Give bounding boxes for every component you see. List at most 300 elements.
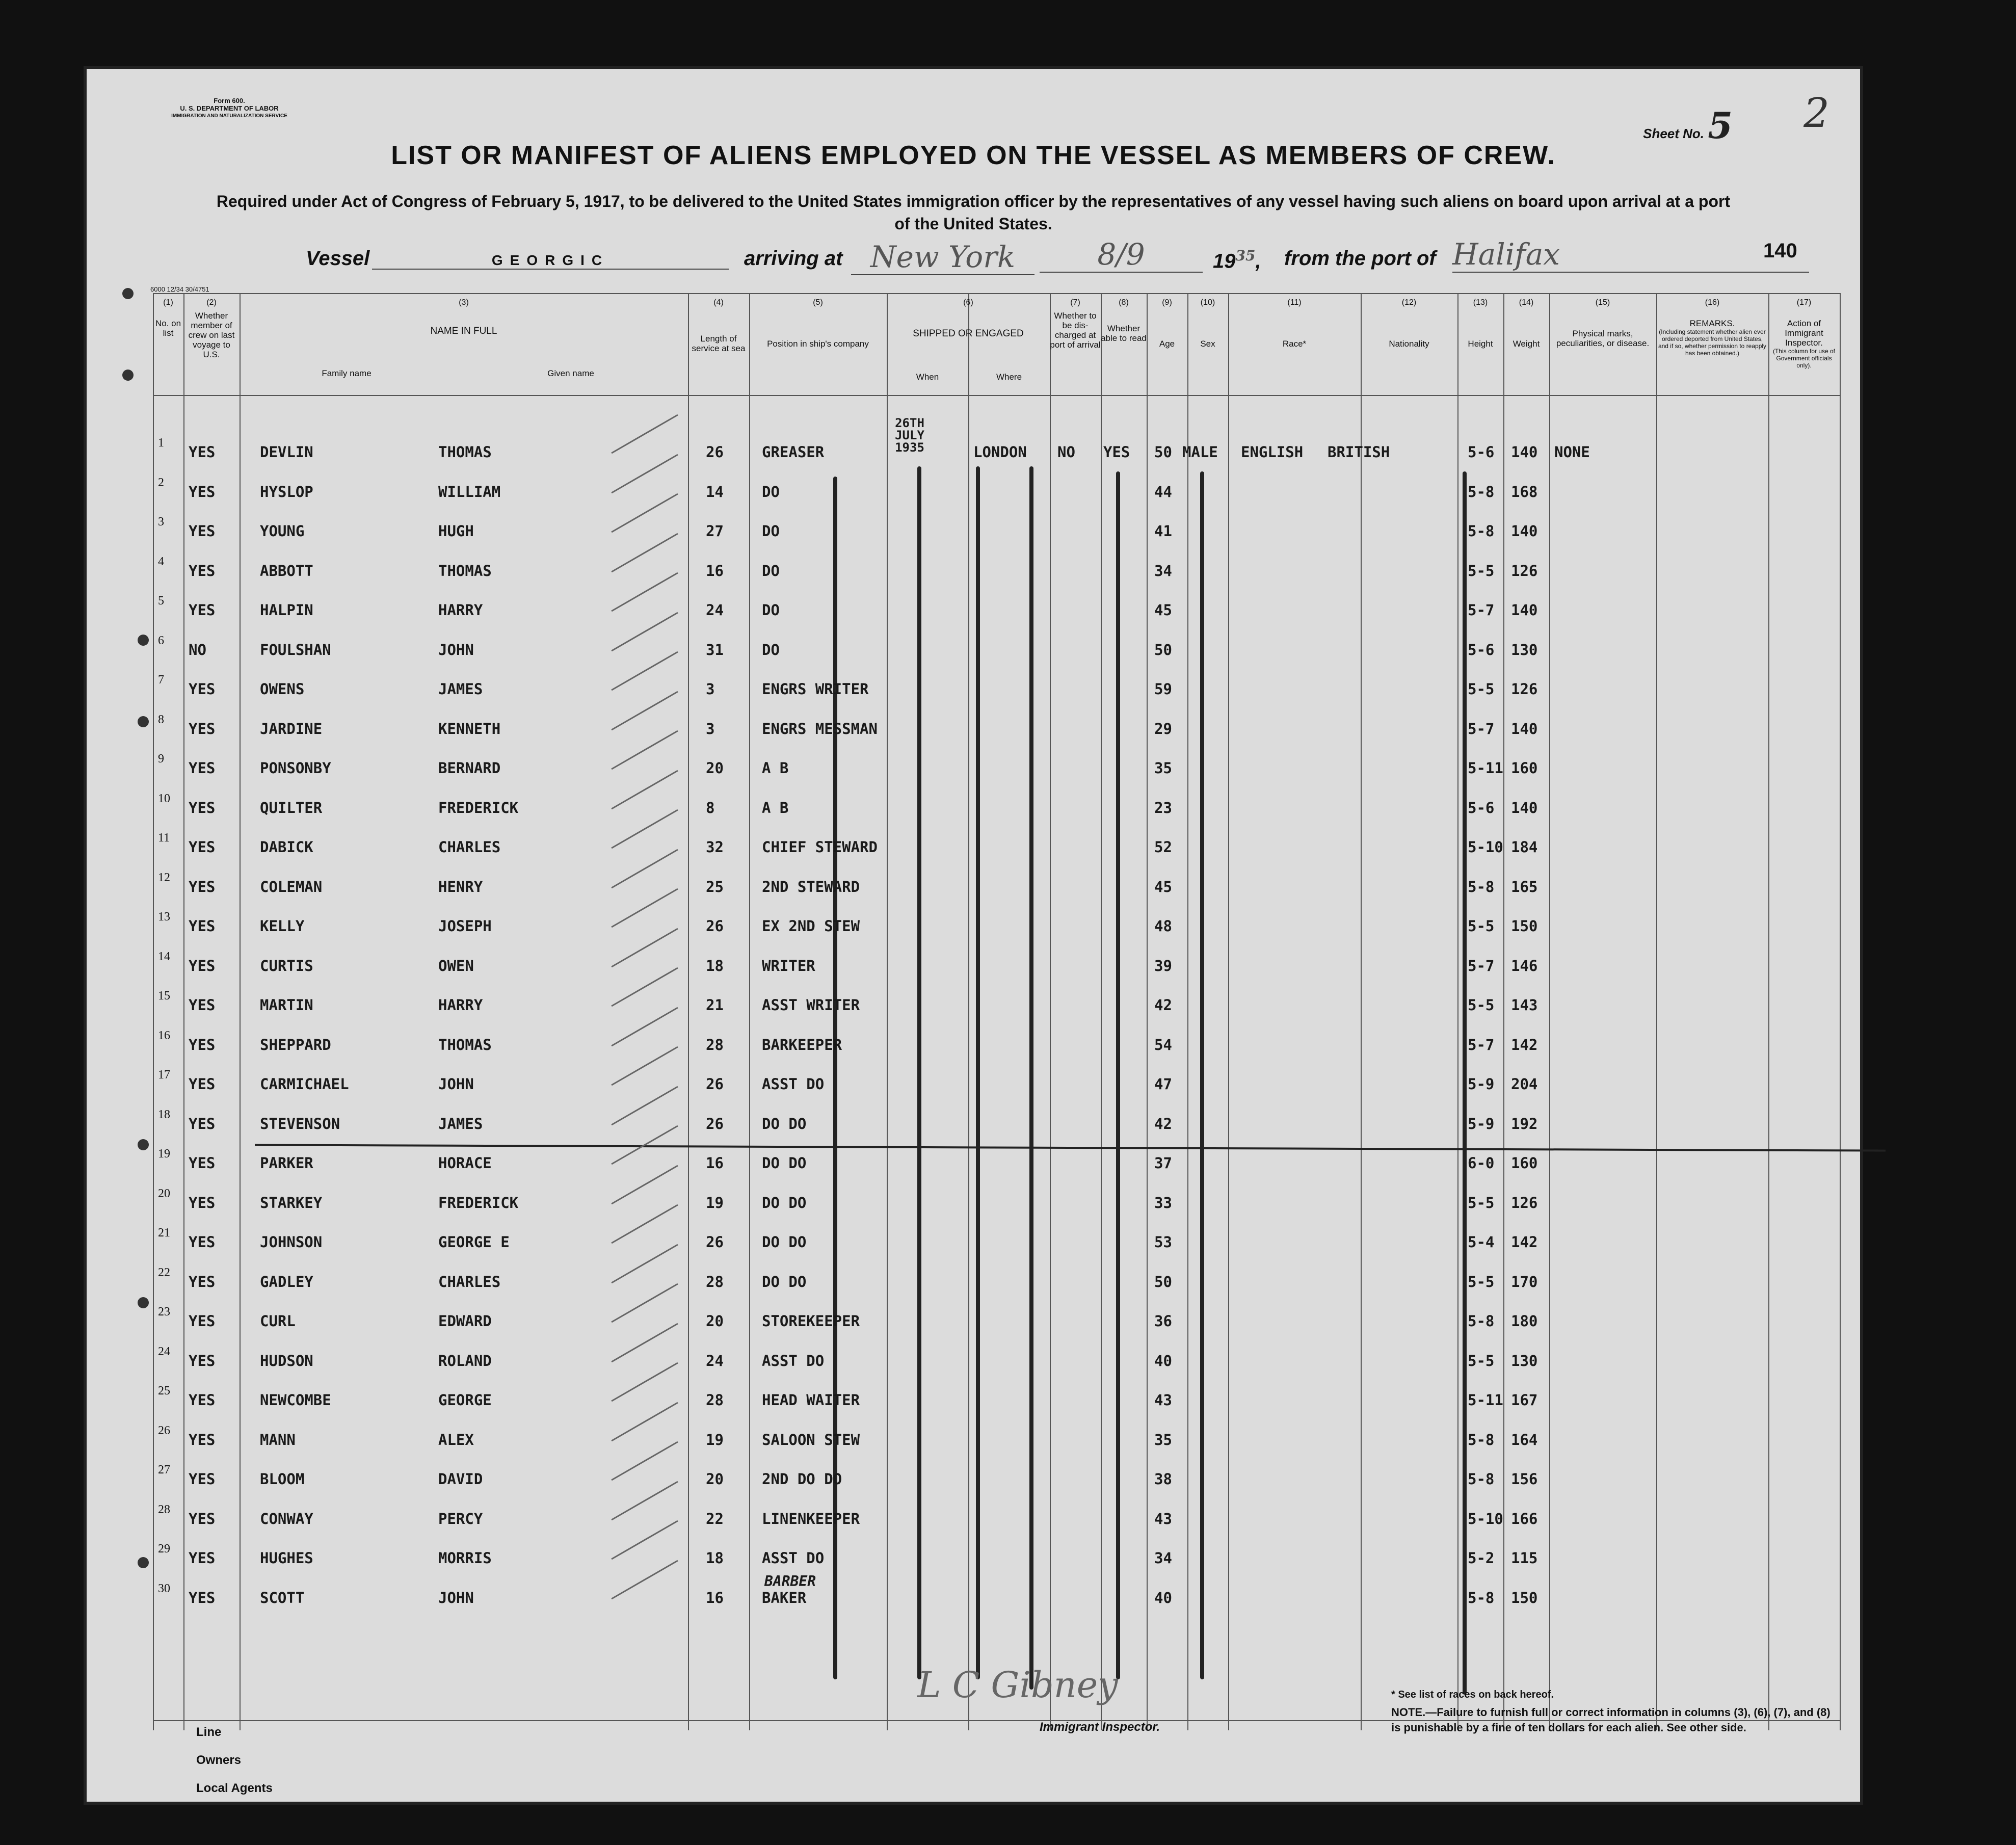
cell-weight: 142 — [1511, 1036, 1538, 1053]
check-mark — [611, 572, 678, 612]
column-rule — [1840, 293, 1841, 1730]
binder-hole — [122, 370, 134, 381]
cell-position: DO — [762, 522, 780, 540]
row-number: 12 — [158, 871, 170, 884]
row-number: 25 — [158, 1384, 170, 1398]
check-mark — [611, 533, 678, 572]
cell-service: 20 — [706, 1312, 724, 1330]
cell-age: 35 — [1154, 1431, 1172, 1448]
cell-height: 5-5 — [1468, 562, 1495, 579]
cell-last: YES — [189, 1391, 216, 1409]
line-label: Line — [196, 1725, 222, 1739]
inspector-signature: L C Gibney — [917, 1664, 1118, 1706]
cell-height: 5-11 — [1468, 1391, 1503, 1409]
cell-given: EDWARD — [438, 1312, 492, 1330]
cell-service: 26 — [706, 1075, 724, 1093]
check-mark — [611, 730, 678, 770]
cell-position: 2ND STEWARD — [762, 878, 860, 895]
row-number: 29 — [158, 1542, 170, 1556]
cell-last: YES — [189, 522, 216, 540]
cell-given: KENNETH — [438, 720, 501, 737]
cell-height: 5-11 — [1468, 759, 1503, 777]
sex-value: MALE — [1182, 443, 1218, 461]
cell-service: 16 — [706, 1589, 724, 1606]
cell-service: 16 — [706, 1154, 724, 1172]
col5-number: (5) — [813, 298, 823, 307]
cell-given: BERNARD — [438, 759, 501, 777]
cell-service: 31 — [706, 641, 724, 658]
cell-family: HUGHES — [260, 1549, 313, 1567]
print-code: 6000 12/34 30/4751 — [150, 285, 209, 293]
row-number: 21 — [158, 1226, 170, 1240]
cell-given: HUGH — [438, 522, 474, 540]
col5-header: Position in ship's company — [767, 339, 869, 349]
col8-number: (8) — [1119, 298, 1129, 307]
cell-given: JOSEPH — [438, 917, 492, 935]
sheet-number-value: 5 — [1708, 104, 1733, 147]
cell-given: FREDERICK — [438, 1194, 519, 1211]
cell-height: 5-8 — [1468, 522, 1495, 540]
cell-weight: 140 — [1511, 720, 1538, 737]
ditto-line-marks — [1463, 471, 1467, 1695]
cell-height: 5-6 — [1468, 443, 1495, 461]
cell-service: 19 — [706, 1431, 724, 1448]
cell-height: 5-8 — [1468, 1431, 1495, 1448]
cell-position: A B — [762, 799, 789, 816]
cell-height: 5-4 — [1468, 1233, 1495, 1251]
cell-height: 5-2 — [1468, 1549, 1495, 1567]
cell-weight: 140 — [1511, 443, 1538, 461]
cell-last: YES — [189, 1510, 216, 1527]
column-rule — [1549, 293, 1550, 1730]
cell-weight: 140 — [1511, 799, 1538, 816]
col15-number: (15) — [1595, 298, 1610, 307]
check-mark — [611, 849, 678, 888]
race-value: ENGLISH — [1241, 443, 1304, 461]
column-rule — [1187, 293, 1188, 1730]
department-name: U. S. DEPARTMENT OF LABOR — [180, 104, 279, 112]
check-mark — [611, 414, 678, 454]
cell-family: PONSONBY — [260, 759, 331, 777]
cell-given: HENRY — [438, 878, 483, 895]
year-suffix: 35 — [1235, 247, 1256, 264]
corner-mark: 2 — [1803, 89, 1829, 137]
check-mark — [611, 1481, 678, 1520]
cell-position: BARKEEPER — [762, 1036, 842, 1053]
column-rule — [1656, 293, 1657, 1730]
cell-service: 8 — [706, 799, 715, 816]
page-count: 140 — [1763, 240, 1797, 262]
table-header-rule — [153, 395, 1840, 396]
cell-given: HARRY — [438, 996, 483, 1014]
cell-last: YES — [189, 1549, 216, 1567]
cell-last: YES — [189, 601, 216, 619]
cell-family: HYSLOP — [260, 483, 313, 500]
cell-service: 20 — [706, 759, 724, 777]
family-name-header: Family name — [322, 368, 372, 378]
col13-header: Height — [1468, 339, 1493, 349]
cell-last: YES — [189, 483, 216, 500]
discharged-value: NO — [1057, 443, 1075, 461]
cell-family: OWENS — [260, 680, 305, 698]
cell-age: 50 — [1154, 443, 1172, 461]
col16-number: (16) — [1705, 298, 1720, 307]
check-mark — [611, 809, 678, 849]
cell-weight: 150 — [1511, 917, 1538, 935]
local-agents-label: Local Agents — [196, 1781, 273, 1795]
row-number: 4 — [158, 555, 164, 568]
year-field: $19^{35}$, — [1213, 247, 1261, 273]
col9-number: (9) — [1162, 298, 1172, 307]
page-subtitle: Required under Act of Congress of February 5, 1917, to be delivered to the United States immigration officer by the representatives of any vessel having such aliens on board upon arrival at a port of the United States. — [216, 192, 1731, 233]
cell-given: GEORGE — [438, 1391, 492, 1409]
cell-age: 52 — [1154, 838, 1172, 856]
cell-family: MANN — [260, 1431, 296, 1448]
cell-service: 22 — [706, 1510, 724, 1527]
row-number: 10 — [158, 792, 170, 805]
check-mark — [611, 888, 678, 928]
cell-given: CHARLES — [438, 838, 501, 856]
col13-number: (13) — [1473, 298, 1488, 307]
col15-header: Physical marks, peculiarities, or disease. — [1556, 329, 1650, 348]
col2-number: (2) — [206, 298, 217, 307]
ditto-line-where — [917, 466, 921, 1679]
cell-age: 53 — [1154, 1233, 1172, 1251]
col4-header: Length of service at sea — [692, 334, 746, 353]
cell-given: JOHN — [438, 641, 474, 658]
column-rule — [1228, 293, 1229, 1730]
cell-age: 42 — [1154, 996, 1172, 1014]
marks-value: NONE — [1554, 443, 1590, 461]
row-number: 18 — [158, 1108, 170, 1121]
check-mark — [611, 493, 678, 533]
position-correction: BARBER — [764, 1572, 816, 1590]
cell-given: JOHN — [438, 1589, 474, 1606]
col12-number: (12) — [1401, 298, 1417, 307]
cell-last: YES — [189, 1115, 216, 1132]
arriving-port: New York — [851, 240, 1034, 275]
ditto-line-sex — [1116, 471, 1120, 1679]
cell-family: CURL — [260, 1312, 296, 1330]
cell-weight: 180 — [1511, 1312, 1538, 1330]
col12-header: Nationality — [1389, 339, 1429, 349]
col10-number: (10) — [1200, 298, 1215, 307]
cell-weight: 170 — [1511, 1273, 1538, 1290]
cell-family: SCOTT — [260, 1589, 305, 1606]
ditto-line-race — [1200, 471, 1204, 1679]
col2-header: Whether member of crew on last voyage to U.S. — [188, 311, 235, 359]
cell-height: 5-7 — [1468, 601, 1495, 619]
binder-hole — [138, 1297, 149, 1308]
cell-age: 48 — [1154, 917, 1172, 935]
cell-age: 39 — [1154, 957, 1172, 974]
cell-height: 5-8 — [1468, 483, 1495, 500]
cell-height: 5-7 — [1468, 720, 1495, 737]
form-id-block — [148, 97, 311, 120]
remarks-subtitle: (Including statement whether alien ever ordered deported from United States, and if so, whether permission to reapply has been obtained.) — [1658, 328, 1767, 357]
cell-height: 5-9 — [1468, 1075, 1495, 1093]
cell-family: JOHNSON — [260, 1233, 323, 1251]
check-mark — [611, 1323, 678, 1362]
form-number: Form 600. — [214, 97, 245, 104]
col8-header: Whether able to read — [1101, 324, 1147, 343]
cell-age: 42 — [1154, 1115, 1172, 1132]
cell-service: 26 — [706, 443, 724, 461]
cell-last: YES — [189, 917, 216, 935]
cell-age: 44 — [1154, 483, 1172, 500]
row-number: 15 — [158, 989, 170, 1003]
cell-last: YES — [189, 1312, 216, 1330]
cell-given: GEORGE E — [438, 1233, 510, 1251]
check-mark — [611, 454, 678, 493]
cell-given: JOHN — [438, 1075, 474, 1093]
cell-position: DO DO — [762, 1154, 807, 1172]
cell-family: YOUNG — [260, 522, 305, 540]
cell-weight: 204 — [1511, 1075, 1538, 1093]
cell-age: 54 — [1154, 1036, 1172, 1053]
from-port-label: from the port of — [1284, 247, 1436, 270]
cell-weight: 192 — [1511, 1115, 1538, 1132]
cell-height: 6-0 — [1468, 1154, 1495, 1172]
cell-position: ASST WRITER — [762, 996, 860, 1014]
cell-age: 34 — [1154, 562, 1172, 579]
cell-family: HALPIN — [260, 601, 313, 619]
cell-family: DEVLIN — [260, 443, 313, 461]
check-mark — [611, 1204, 678, 1244]
cell-height: 5-8 — [1468, 1312, 1495, 1330]
cell-given: OWEN — [438, 957, 474, 974]
col17-number: (17) — [1796, 298, 1812, 307]
col3-number: (3) — [459, 298, 469, 307]
service-name: IMMIGRATION AND NATURALIZATION SERVICE — [171, 113, 287, 119]
cell-given: THOMAS — [438, 1036, 492, 1053]
cell-last: YES — [189, 1233, 216, 1251]
cell-position: GREASER — [762, 443, 825, 461]
cell-service: 28 — [706, 1391, 724, 1409]
cell-last: YES — [189, 838, 216, 856]
cell-position: EX 2ND STEW — [762, 917, 860, 935]
col14-header: Weight — [1513, 339, 1540, 349]
check-mark — [611, 1086, 678, 1125]
cell-position: DO DO — [762, 1115, 807, 1132]
failure-note: NOTE.—Failure to furnish full or correct information in columns (3), (6), (7), and (8) is punishable by a fine of ten dollars for each alien. See other side. — [1391, 1706, 1831, 1734]
cell-family: CURTIS — [260, 957, 313, 974]
cell-weight: 166 — [1511, 1510, 1538, 1527]
cell-given: MORRIS — [438, 1549, 492, 1567]
cell-weight: 146 — [1511, 957, 1538, 974]
shipped-where-header: Where — [996, 372, 1022, 382]
cell-service: 24 — [706, 1352, 724, 1369]
cell-last: YES — [189, 443, 216, 461]
cell-position: DO — [762, 483, 780, 500]
row-number: 13 — [158, 910, 170, 924]
cell-last: YES — [189, 1154, 216, 1172]
cell-given: ROLAND — [438, 1352, 492, 1369]
cell-service: 19 — [706, 1194, 724, 1211]
row-number: 3 — [158, 515, 164, 529]
column-rule — [1050, 293, 1051, 1730]
cell-weight: 115 — [1511, 1549, 1538, 1567]
check-mark — [611, 1007, 678, 1046]
cell-last: YES — [189, 799, 216, 816]
col11-number: (11) — [1287, 298, 1302, 307]
ditto-line-when — [833, 477, 837, 1679]
given-name-header: Given name — [547, 368, 594, 378]
cell-family: PARKER — [260, 1154, 313, 1172]
cell-height: 5-6 — [1468, 799, 1495, 816]
cell-family: CARMICHAEL — [260, 1075, 349, 1093]
cell-position: ENGRS MESSMAN — [762, 720, 878, 737]
cell-age: 45 — [1154, 601, 1172, 619]
cell-height: 5-8 — [1468, 878, 1495, 895]
column-rule — [887, 293, 888, 1730]
cell-position: STOREKEEPER — [762, 1312, 860, 1330]
cell-position: A B — [762, 759, 789, 777]
cell-given: WILLIAM — [438, 483, 501, 500]
cell-height: 5-9 — [1468, 1115, 1495, 1132]
cell-service: 25 — [706, 878, 724, 895]
column-rule — [968, 293, 969, 1730]
cell-weight: 168 — [1511, 483, 1538, 500]
cell-age: 40 — [1154, 1589, 1172, 1606]
cell-weight: 140 — [1511, 601, 1538, 619]
cell-weight: 165 — [1511, 878, 1538, 895]
cell-family: FOULSHAN — [260, 641, 331, 658]
check-mark — [611, 651, 678, 691]
cell-height: 5-8 — [1468, 1589, 1495, 1606]
row-number: 2 — [158, 476, 164, 489]
cell-weight: 156 — [1511, 1470, 1538, 1488]
column-rule — [1768, 293, 1769, 1730]
cell-last: YES — [189, 1036, 216, 1053]
inspector-label: Immigrant Inspector. — [1040, 1720, 1160, 1734]
column-rule — [240, 293, 241, 1730]
check-mark — [611, 770, 678, 809]
cell-family: STARKEY — [260, 1194, 323, 1211]
row-number: 30 — [158, 1582, 170, 1595]
cell-weight: 130 — [1511, 1352, 1538, 1369]
cell-age: 47 — [1154, 1075, 1172, 1093]
cell-service: 24 — [706, 601, 724, 619]
cell-weight: 167 — [1511, 1391, 1538, 1409]
row-number: 8 — [158, 713, 164, 726]
check-mark — [611, 967, 678, 1007]
cell-family: JARDINE — [260, 720, 323, 737]
cell-weight: 143 — [1511, 996, 1538, 1014]
check-mark — [611, 1244, 678, 1283]
cell-weight: 142 — [1511, 1233, 1538, 1251]
cell-given: HORACE — [438, 1154, 492, 1172]
binder-hole — [138, 1139, 149, 1150]
cell-age: 23 — [1154, 799, 1172, 816]
binder-hole — [138, 635, 149, 646]
cell-height: 5-10 — [1468, 1510, 1503, 1527]
cell-age: 41 — [1154, 522, 1172, 540]
cell-height: 5-5 — [1468, 1273, 1495, 1290]
cell-service: 18 — [706, 957, 724, 974]
column-rule — [1147, 293, 1148, 1730]
cell-height: 5-5 — [1468, 680, 1495, 698]
cell-age: 29 — [1154, 720, 1172, 737]
col16-header — [1656, 319, 1768, 357]
cell-last: YES — [189, 1194, 216, 1211]
cell-weight: 140 — [1511, 522, 1538, 540]
cell-position: HEAD WAITER — [762, 1391, 860, 1409]
check-mark — [611, 1402, 678, 1441]
row-number: 26 — [158, 1424, 170, 1437]
vessel-name: GEORGIC — [372, 252, 729, 270]
row-number: 22 — [158, 1266, 170, 1279]
cell-service: 32 — [706, 838, 724, 856]
row-number: 7 — [158, 673, 164, 687]
cell-height: 5-5 — [1468, 1352, 1495, 1369]
check-mark — [611, 1046, 678, 1086]
cell-family: CONWAY — [260, 1510, 313, 1527]
cell-position: CHIEF STEWARD — [762, 838, 878, 856]
row-number: 16 — [158, 1029, 170, 1042]
col7-header: Whether to be dis-charged at port of arrival — [1050, 311, 1101, 350]
cell-service: 27 — [706, 522, 724, 540]
cell-given: ALEX — [438, 1431, 474, 1448]
cell-given: JAMES — [438, 680, 483, 698]
row-number: 27 — [158, 1463, 170, 1477]
cell-age: 40 — [1154, 1352, 1172, 1369]
sheet-label: Sheet No. — [1643, 126, 1705, 141]
cell-position: DO — [762, 562, 780, 579]
table-top-rule — [153, 293, 1840, 294]
cell-age: 43 — [1154, 1510, 1172, 1527]
cell-given: HARRY — [438, 601, 483, 619]
col6-number: (6) — [963, 298, 973, 307]
cell-given: THOMAS — [438, 443, 492, 461]
cell-height: 5-10 — [1468, 838, 1503, 856]
cell-service: 26 — [706, 917, 724, 935]
cell-given: CHARLES — [438, 1273, 501, 1290]
row-number: 20 — [158, 1187, 170, 1200]
cell-height: 5-5 — [1468, 1194, 1495, 1211]
cell-last: YES — [189, 1352, 216, 1369]
cell-family: KELLY — [260, 917, 305, 935]
cell-family: NEWCOMBE — [260, 1391, 331, 1409]
cell-height: 5-6 — [1468, 641, 1495, 658]
cell-position: SALOON STEW — [762, 1431, 860, 1448]
cell-last: YES — [189, 759, 216, 777]
cell-last: YES — [189, 878, 216, 895]
check-mark — [611, 612, 678, 651]
cell-last: YES — [189, 1075, 216, 1093]
row-number: 17 — [158, 1068, 170, 1082]
cell-age: 36 — [1154, 1312, 1172, 1330]
col1-header: No. on list — [155, 319, 181, 338]
col3-header: NAME IN FULL — [430, 326, 497, 336]
races-note: * See list of races on back hereof. — [1391, 1689, 1554, 1700]
cell-service: 26 — [706, 1115, 724, 1132]
cell-family: ABBOTT — [260, 562, 313, 579]
cell-age: 35 — [1154, 759, 1172, 777]
cell-family: GADLEY — [260, 1273, 313, 1290]
check-mark — [611, 1560, 678, 1599]
col17-header — [1768, 319, 1840, 369]
row-number: 14 — [158, 950, 170, 963]
cell-given: THOMAS — [438, 562, 492, 579]
cell-age: 45 — [1154, 878, 1172, 895]
shipped-where-value: LONDON — [973, 443, 1027, 461]
cell-service: 21 — [706, 996, 724, 1014]
strike-through-line — [255, 1144, 1886, 1151]
cell-family: QUILTER — [260, 799, 323, 816]
binder-hole — [122, 288, 134, 299]
cell-service: 3 — [706, 680, 715, 698]
